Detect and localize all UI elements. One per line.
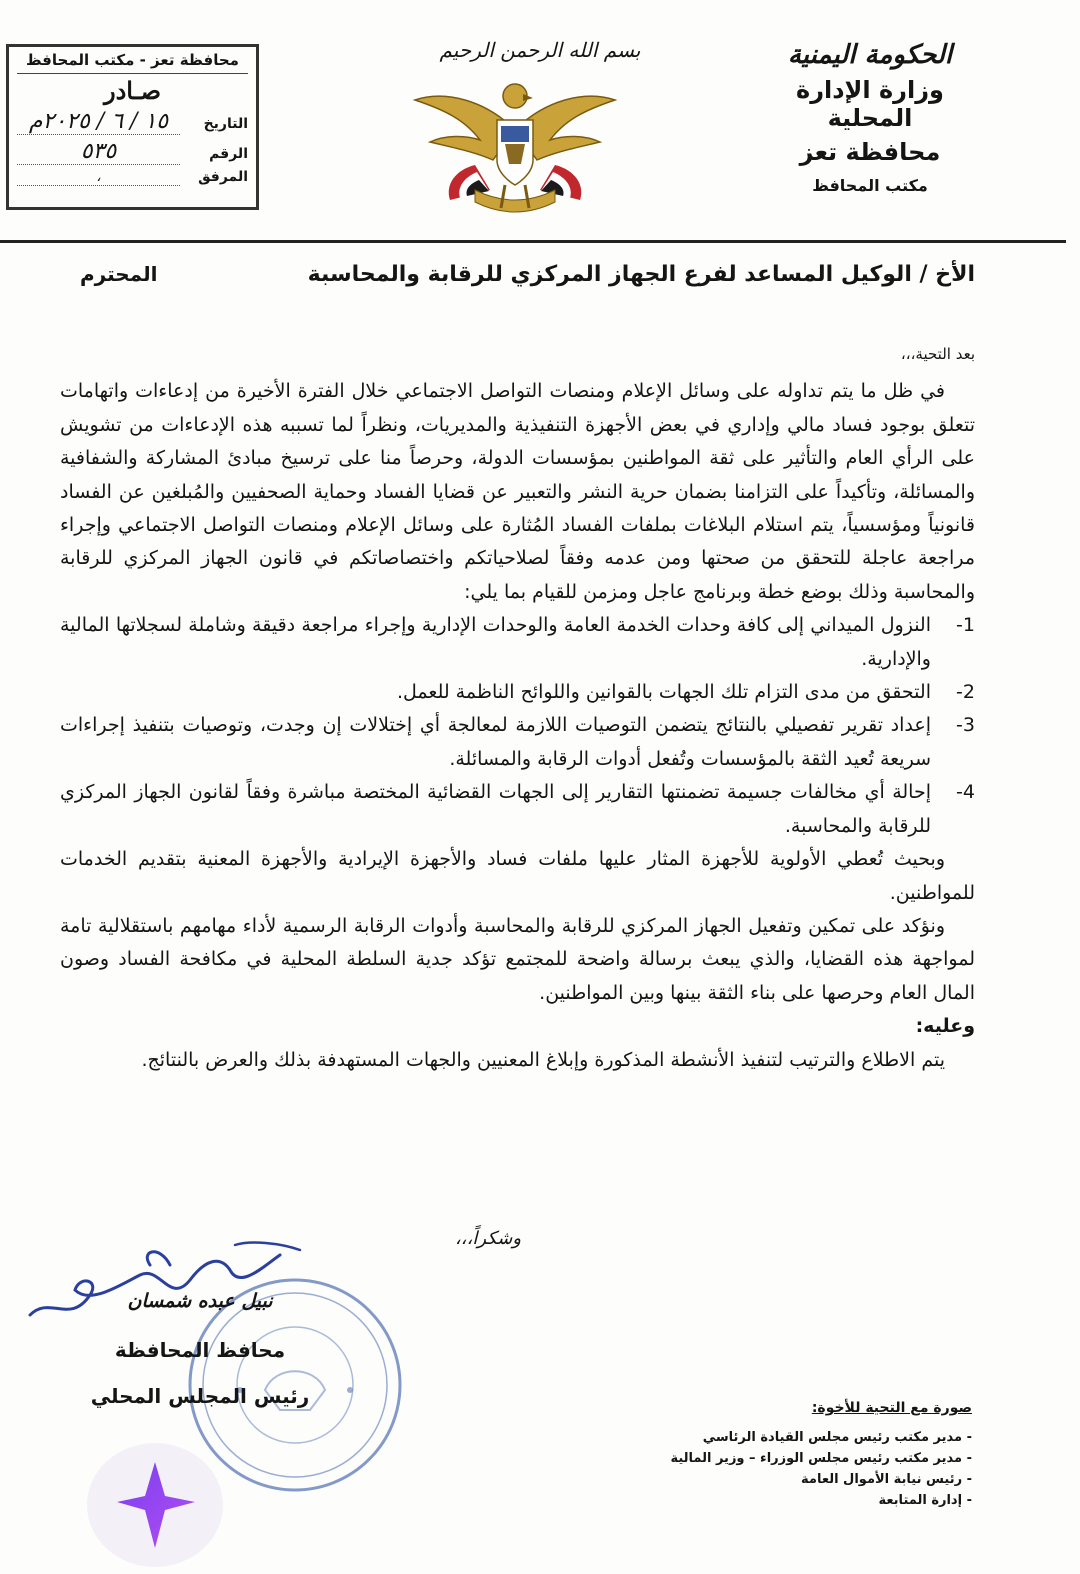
body-paragraph-2: وبحيث تُعطي الأولوية للأجهزة المثار عليها ملفات فساد والأجهزة الإيرادية والأجهزة المعنية بتقديم الخدمات للمواطنين. xyxy=(60,848,975,904)
list-item-number: 3- xyxy=(956,714,975,737)
body-paragraph-3: ونؤكد على تمكين وتفعيل الجهاز المركزي للرقابة والمحاسبة وأدوات الرقابة الرسمية لأداء مهامهم باستقلالية تامة لمواجهة هذه القضايا، والذي يبعث برسالة واضحة للمجتمع تؤكد جدية السلطة المحلية في مكافحة الفساد وصون المال العام وحرصها على بناء الثقة بينها وبين المواطنين. xyxy=(60,914,975,1004)
list-item xyxy=(60,609,975,676)
ref-office-line: محافظة تعز - مكتب المحافظ xyxy=(17,51,248,74)
list-item-text: النزول الميداني إلى كافة وحدات الخدمة العامة والوحدات الإدارية وإجراء مراجعة دقيقة وشاملة لسجلاتها المالية والإدارية. xyxy=(60,614,931,670)
therefore-label: وعليه: xyxy=(915,1015,975,1038)
closing-thanks: وشكراً،،، xyxy=(455,1228,522,1249)
letter-header xyxy=(0,0,1080,245)
list-item-text: إعداد تقرير تفصيلي بالنتائج يتضمن التوصيات اللازمة لمعالجة أي إختلالات إن وجدت، وتوصيات بتنفيذ إجراءات سريعة تُعيد الثقة بالمؤسسات وتُفعل أدوات الرقابة والمسائلة. xyxy=(60,714,931,770)
attachment-value: ، xyxy=(17,169,180,186)
action-list xyxy=(60,609,975,843)
list-item-number: 1- xyxy=(956,614,975,637)
ref-attachment-row xyxy=(17,169,248,186)
ministry-name: وزارة الإدارة المحلية xyxy=(796,76,944,132)
ref-date-row xyxy=(17,109,248,135)
signature-block xyxy=(40,1290,360,1408)
body-paragraph-1: في ظل ما يتم تداوله على وسائل الإعلام ومنصات التواصل الاجتماعي خلال الفترة الأخيرة من إدعاءات واتهامات تتعلق بوجود فساد مالي وإداري في بعض الأجهزة التنفيذية والمديريات، ونظراً لما تسببه هذه الإدعاءات من تشويش على الرأي العام والتأثير على ثقة المواطنين بمؤسسات الدولة، وحرصاً منا على ترسيخ مبادئ المشاركة والشفافية والمسائلة، وتأكيداً على التزامنا بضمان حرية النشر والتعبير عن قضايا الفساد وحماية الصحفيين والمُبلغين عن الفساد قانونياً ومؤسسياً، يتم استلام البلاغات بملفات الفساد المُثارة على وسائل الإعلام ومنصات التواصل الاجتماعي وإجراء مراجعة عاجلة للتحقق من صحتها ومن عدمه وفقاً لصلاحياتكم واختصاصاتكم في قانون الجهاز المركزي للرقابة والمحاسبة وذلك بوضع خطة وبرنامج عاجل ومزمن للقيام بما يلي: xyxy=(60,380,975,603)
list-item-text: إحالة أي مخالفات جسيمة تضمنتها التقارير إلى الجهات القضائية المختصة مباشرة وفقاً لقانون الجهاز المركزي للرقابة والمحاسبة. xyxy=(60,781,931,837)
office-name: مكتب المحافظ xyxy=(812,176,928,195)
list-item-number: 4- xyxy=(956,781,975,804)
list-item: - رئيس نيابة الأموال العامة xyxy=(592,1472,972,1487)
greeting: بعد التحية،،، xyxy=(900,345,975,363)
outgoing-reference-box xyxy=(6,44,259,210)
letter-body xyxy=(60,338,975,1077)
app-sparkle-logo-icon xyxy=(85,1440,225,1570)
body-paragraph-4: يتم الاطلاع والترتيب لتنفيذ الأنشطة المذكورة وإبلاغ المعنيين والجهات المستهدفة بذلك والعرض بالنتائج. xyxy=(141,1048,945,1071)
respected-label: المحترم xyxy=(80,262,158,286)
addressee-line: الأخ / الوكيل المساعد لفرع الجهاز المركزي للرقابة والمحاسبة xyxy=(307,262,975,287)
governorate-name: محافظة تعز xyxy=(799,138,941,166)
outgoing-label: صـادر xyxy=(104,76,161,105)
yemen-emblem-icon xyxy=(405,60,625,225)
ref-number-row xyxy=(17,139,248,165)
list-item xyxy=(60,709,975,776)
signatory-title-governor: محافظ المحافظة xyxy=(114,1338,286,1362)
list-item xyxy=(60,676,975,709)
copies-to-section xyxy=(592,1400,972,1514)
copies-list xyxy=(592,1430,972,1508)
copies-title: صورة مع التحية للأخوة: xyxy=(811,1400,972,1416)
list-item-number: 2- xyxy=(956,681,975,704)
date-value: ١٥ / ٦ / ٢٠٢٥م xyxy=(17,109,180,135)
list-item-text: التحقق من مدى التزام تلك الجهات بالقوانين واللوائح الناظمة للعمل. xyxy=(396,681,931,704)
signatory-name: نبيل عبده شمسان xyxy=(127,1290,273,1312)
number-label: الرقم xyxy=(209,146,248,162)
basmala: بسم الله الرحمن الرحيم xyxy=(439,38,641,62)
list-item: - مدير مكتب رئيس مجلس القيادة الرئاسي xyxy=(592,1430,972,1445)
list-item xyxy=(60,776,975,843)
list-item: - إدارة المتابعة xyxy=(592,1493,972,1508)
number-value: ٥٣٥ xyxy=(17,139,180,165)
date-label: التاريخ xyxy=(203,116,248,132)
signatory-title-council: رئيس المجلس المحلي xyxy=(90,1384,310,1408)
list-item: - مدير مكتب رئيس مجلس الوزراء – وزير المالية xyxy=(592,1451,972,1466)
letterhead-org xyxy=(770,40,970,195)
government-name: الحكومة اليمنية xyxy=(787,40,953,70)
attachment-label: المرفق xyxy=(198,169,248,185)
header-divider xyxy=(0,240,1066,243)
